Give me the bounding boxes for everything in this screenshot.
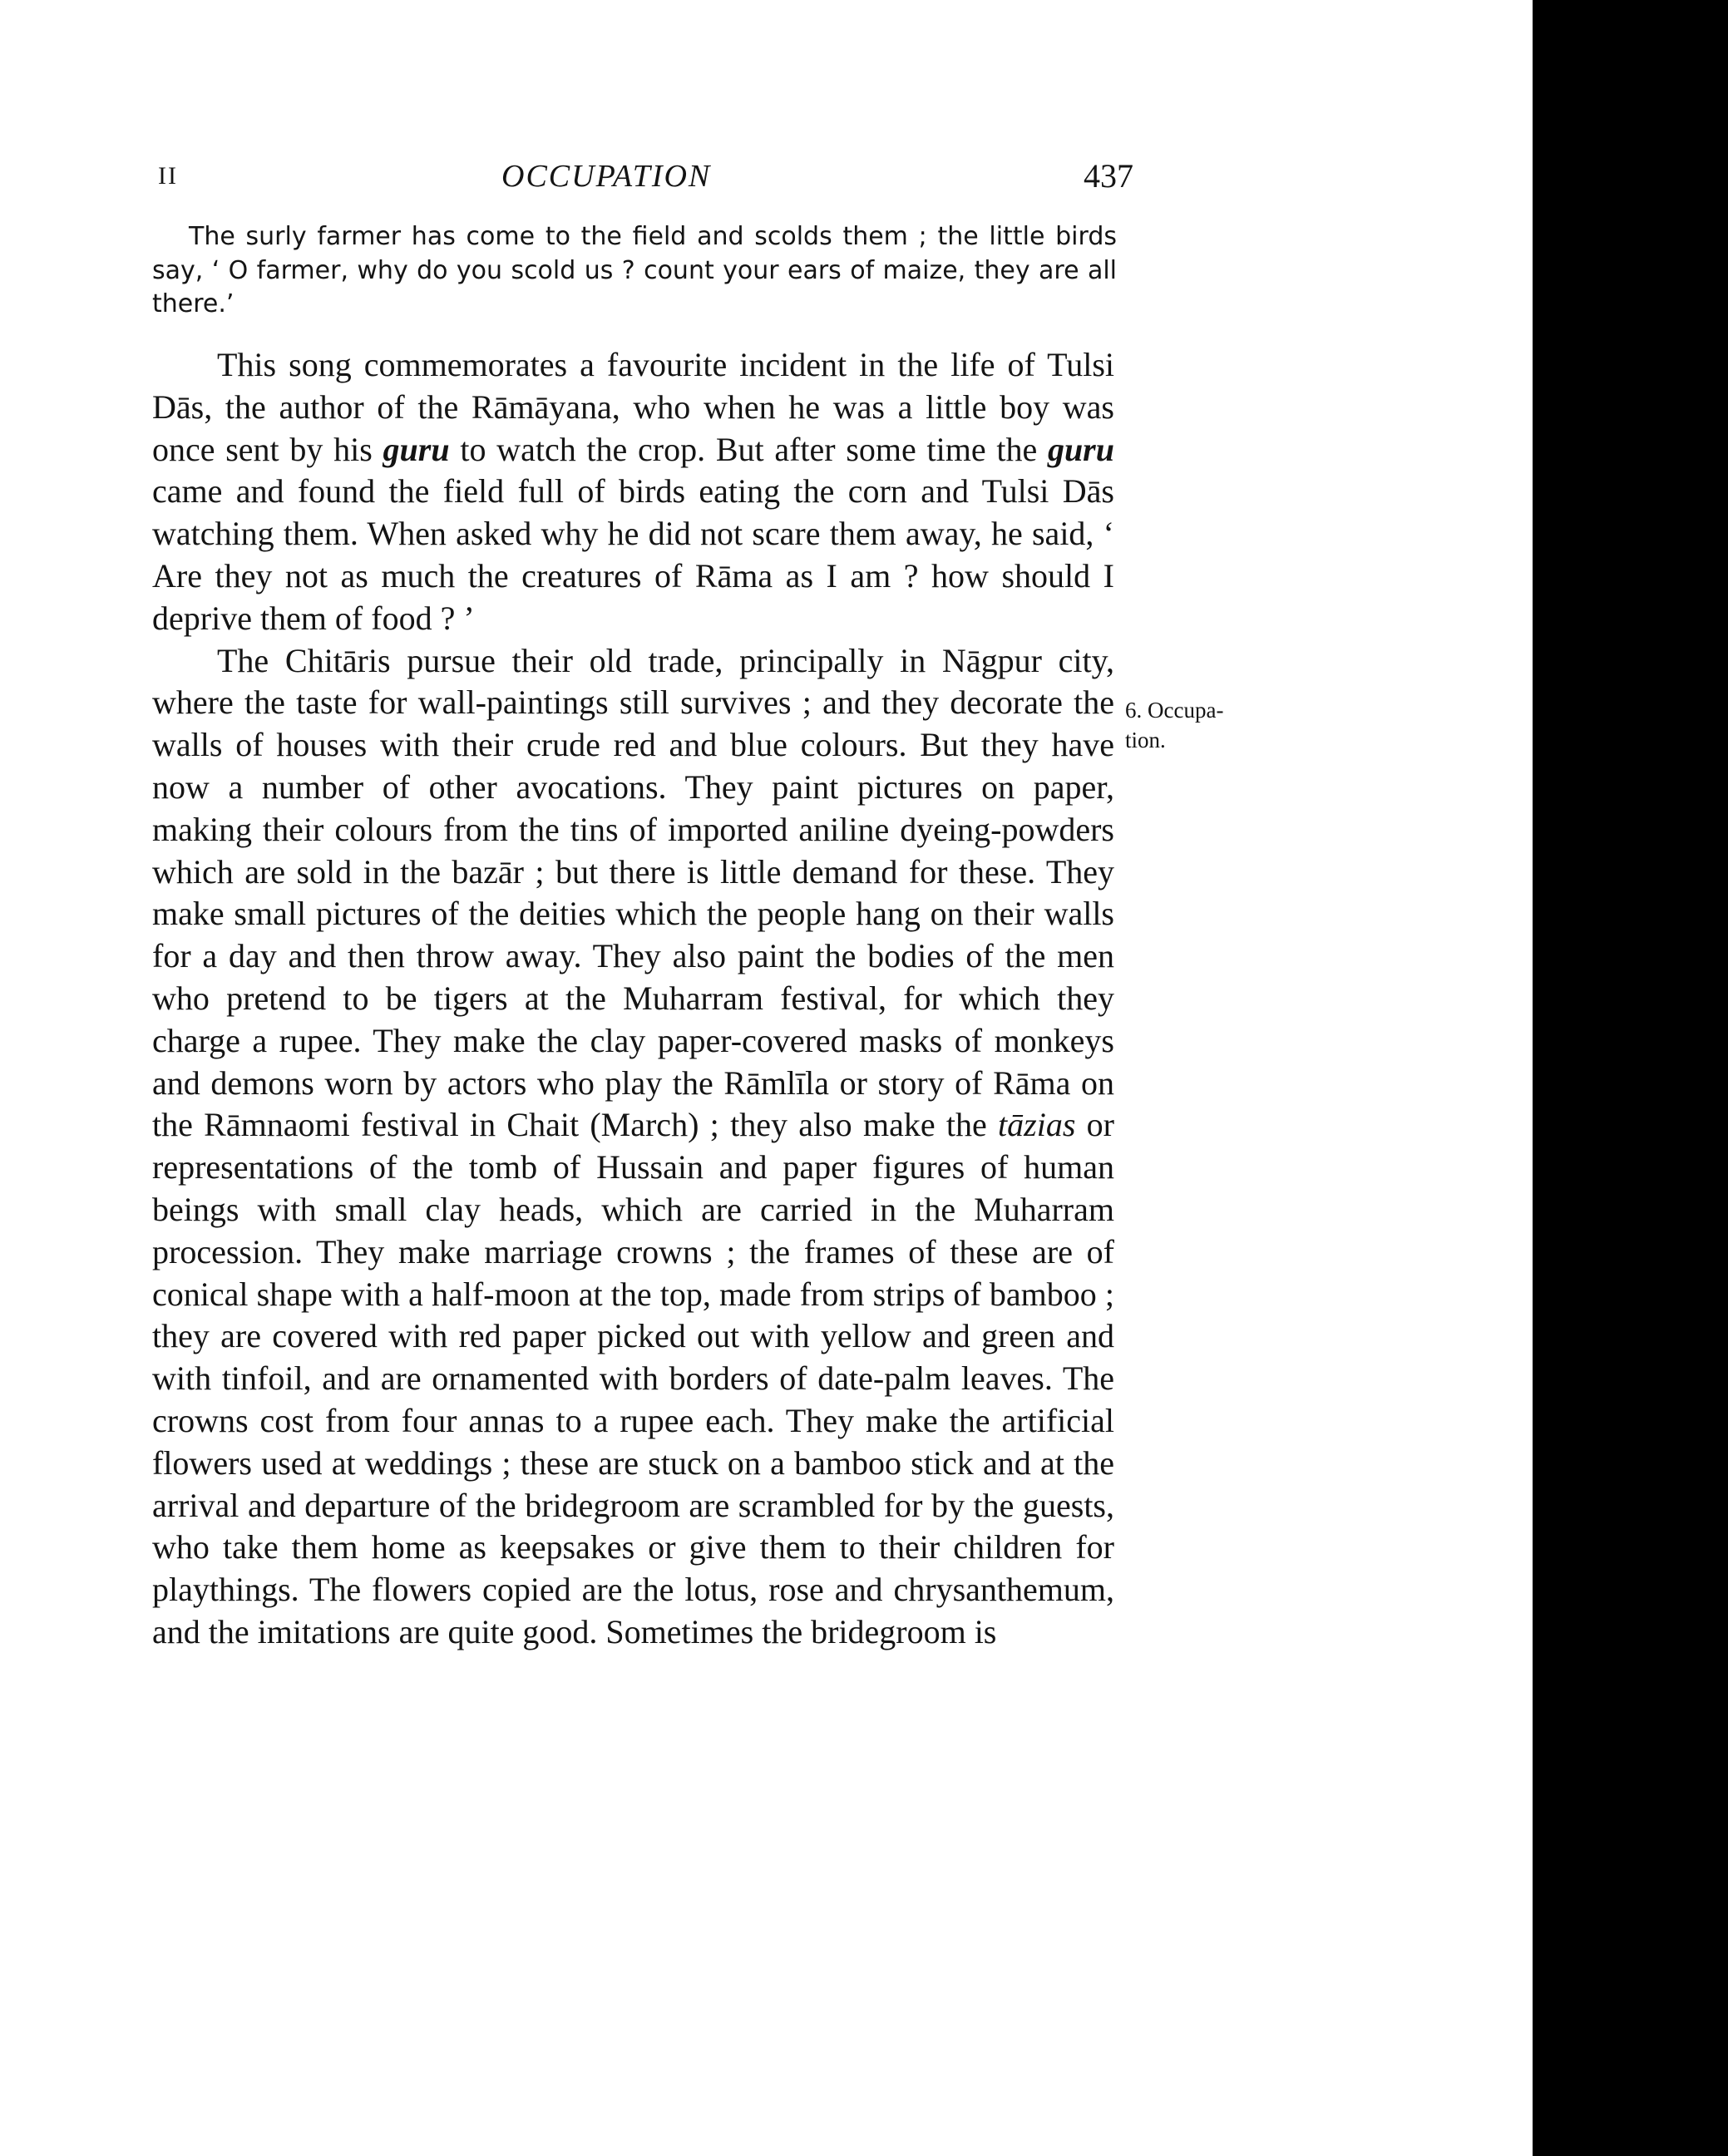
paragraph-text: came and found the field full of birds eating the corn and Tulsi Dās watching them. When asked why he did not scare them away, he said, ‘ Are they not as much the creatures of Rāma as I am ? how should I deprive them of food ? ’ <box>152 472 1114 637</box>
paragraph-text: or representations of the tomb of Hussain and paper figures of human beings with small clay heads, which are carried in the Muharram procession. They make marriage crowns ; the frames of these are of conical shape with a half-moon at the top, made from strips of bamboo ; they are covered with red paper picked out with yellow and green and with tinfoil, and are ornamented with borders of date-palm leaves. The crowns cost from four annas to a rupee each. They make the artificial flowers used at weddings ; these are stuck on a bamboo stick and at the arrival and departure of the bridegroom are scrambled for by the guests, who take them home as keepsakes or give them to their children for playthings. The flowers copied are the lotus, rose and chrysanthemum, and the imitations are quite good. Sometimes the bridegroom is <box>152 1106 1114 1650</box>
marginal-note-line: tion. <box>1125 728 1166 752</box>
italic-term-guru: guru <box>1047 430 1114 468</box>
italic-term-tazias: tāzias <box>998 1106 1076 1144</box>
marginal-note <box>1125 695 1275 755</box>
page-number: 437 <box>1084 157 1133 195</box>
marginal-note-line: 6. Occupa- <box>1125 698 1224 723</box>
verse-translation: The surly farmer has come to the field and scolds them ; the little birds say, ‘ O farmer, why do you scold us ? count your ears of maize, they are all there.’ <box>152 222 1117 318</box>
italic-term-guru: guru <box>383 430 450 468</box>
paragraph-occupation <box>152 640 1114 1654</box>
paragraph-text: The Chitāris pursue their old trade, principally in Nāgpur city, where the taste for wall-paintings still survives ; and they decorate the walls of houses with their crude red and blue colours. But they have now a number of other avocations. They paint pictures on paper, making their colours from the tins of imported aniline dyeing-powders which are sold in the bazār ; but there is little demand for these. They make small pictures of the deities which the people hang on their walls for a day and then throw away. They also paint the bodies of the men who pretend to be tigers at the Muharram festival, for which they charge a rupee. They make the clay paper-covered masks of monkeys and demons worn by actors who play the Rāmlīla or story of Rāma on the Rāmnaomi festival in Chait (March) ; they also make the <box>152 641 1114 1144</box>
body-text <box>152 344 1114 1654</box>
scan-black-edge <box>1533 0 1728 2156</box>
paragraph-text: to watch the crop. But after some time the <box>449 430 1048 468</box>
running-head-title: OCCUPATION <box>501 159 712 194</box>
paragraph-text: This song commemorates a favourite incident in the life of Tulsi Dās, the author of the Rāmāyana, who when he was a little boy was once sent by his <box>152 346 1114 468</box>
running-head-section-number: II <box>158 162 178 190</box>
paragraph-tulsi-das <box>152 344 1114 640</box>
